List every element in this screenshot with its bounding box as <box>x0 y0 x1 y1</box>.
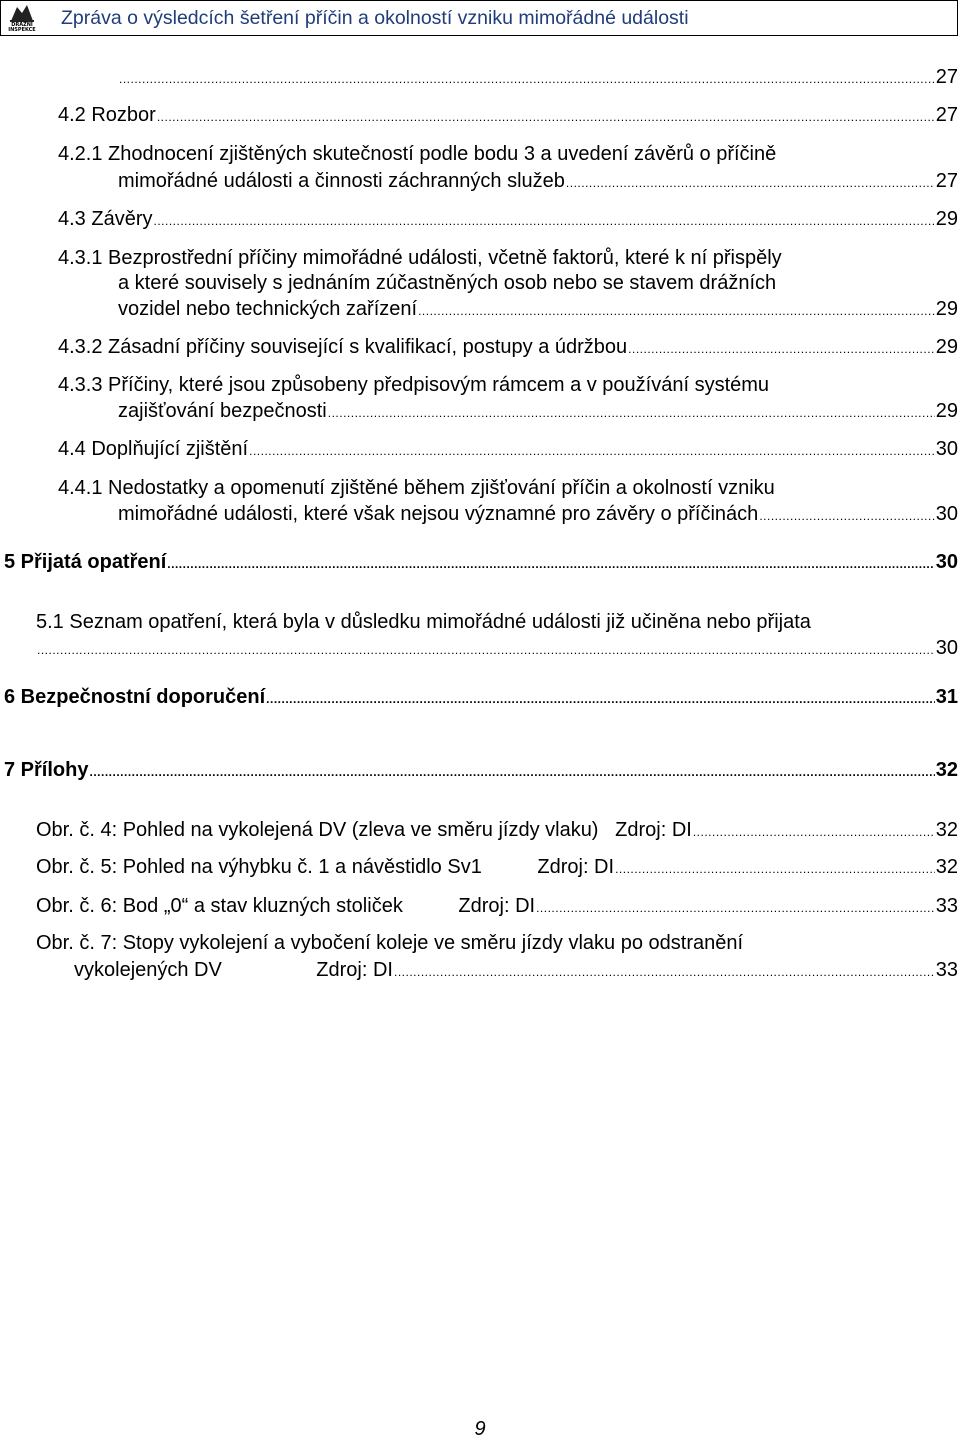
toc-entry-text: 6 Bezpečnostní doporučení <box>4 686 266 708</box>
toc-entry-text: vozidel nebo technických zařízení <box>118 298 418 320</box>
toc-leader <box>266 686 935 712</box>
toc-entry-4-3-1-line2[interactable]: a které souvisely s jednáním zúčastněných osob nebo se stavem drážních <box>118 272 777 294</box>
toc-page-number: 33 <box>935 895 958 917</box>
toc-entry-text: Obr. č. 4: Pohled na vykolejená DV (zleva ve směru jízdy vlaku) Zdroj: DI <box>36 819 692 841</box>
toc-entry-text: 4.2 Rozbor <box>58 104 156 126</box>
toc-entry-5[interactable] <box>4 549 958 575</box>
toc-figure-7-line1[interactable]: Obr. č. 7: Stopy vykolejení a vybočení koleje ve směru jízdy vlaku po odstranění <box>36 932 744 954</box>
toc-entry-4-3-1-line1[interactable]: 4.3.1 Bezprostřední příčiny mimořádné události, včetně faktorů, které k ní přispěly <box>58 247 782 269</box>
toc-entry-4-3-1[interactable] <box>118 296 958 322</box>
toc-entry-4-2-1[interactable] <box>118 168 958 194</box>
toc-leader <box>153 208 934 234</box>
toc-leader <box>89 759 934 785</box>
toc-leader <box>328 400 935 426</box>
toc-page-number: 29 <box>935 298 958 320</box>
toc-entry-4-3-2[interactable] <box>58 334 958 360</box>
toc-figure-4[interactable] <box>36 817 958 843</box>
toc-leader <box>167 551 934 577</box>
toc-figure-5[interactable] <box>36 854 958 880</box>
drazni-inspekce-logo <box>3 3 41 35</box>
toc-page-number: 30 <box>935 438 958 460</box>
toc-page-number: 30 <box>935 503 958 525</box>
toc-entry-text: 5 Přijatá opatření <box>4 551 167 573</box>
toc-entry-text: mimořádné události, které však nejsou významné pro závěry o příčinách <box>118 503 759 525</box>
toc-page-number: 32 <box>935 759 958 781</box>
toc-leader <box>418 298 935 324</box>
toc-entry-5-1[interactable] <box>36 635 958 661</box>
toc-entry-4-4-1-line1[interactable]: 4.4.1 Nedostatky a opomenutí zjištěné během zjišťování příčin a okolností vzniku <box>58 477 775 499</box>
toc-entry-6[interactable] <box>4 684 958 710</box>
toc-entry-text: 4.3 Závěry <box>58 208 153 230</box>
logo-text-bottom: INSPEKCE <box>8 27 36 33</box>
toc-entry-4-4[interactable] <box>58 436 958 462</box>
toc-entry-text: Obr. č. 6: Bod „0“ a stav kluzných stoliček Zdroj: DI <box>36 895 536 917</box>
toc-entry-4-3-3-line1[interactable]: 4.3.3 Příčiny, které jsou způsobeny předpisovým rámcem a v používání systému <box>58 374 770 396</box>
toc-leader <box>249 438 935 464</box>
toc-entry-text: 7 Přílohy <box>4 759 89 781</box>
toc-entry-4-3[interactable] <box>58 206 958 232</box>
toc-entry-text: zajišťování bezpečnosti <box>118 400 327 422</box>
toc-entry-5-1-line1[interactable]: 5.1 Seznam opatření, která byla v důsledku mimořádné události již učiněna nebo přijata <box>36 611 811 633</box>
page-number: 9 <box>474 1418 486 1440</box>
toc-entry-4-2[interactable] <box>58 102 958 128</box>
toc-page-number: 29 <box>935 208 958 230</box>
toc-page-number: 27 <box>935 66 958 88</box>
toc-leader <box>119 66 935 92</box>
toc-leader <box>693 819 935 845</box>
toc-entry-4-4-1[interactable] <box>118 501 958 527</box>
page-header <box>0 0 958 36</box>
toc-page-number: 32 <box>935 856 958 878</box>
toc-page-number: 29 <box>935 400 958 422</box>
toc-page-number: 31 <box>935 686 958 708</box>
toc-leader <box>566 170 935 196</box>
toc-page-number: 30 <box>935 551 958 573</box>
toc-continuation-line[interactable] <box>118 64 958 90</box>
toc-page-number: 29 <box>935 336 958 358</box>
toc-leader <box>615 856 935 882</box>
toc-page-number: 27 <box>935 170 958 192</box>
toc-entry-4-3-3[interactable] <box>118 398 958 424</box>
toc-entry-text: 4.4 Doplňující zjištění <box>58 438 249 460</box>
logo-text-top: DRÁŽNÍ <box>11 22 33 28</box>
toc-leader <box>759 503 934 529</box>
toc-figure-7[interactable] <box>74 957 958 983</box>
toc-entry-4-2-1-line1[interactable]: 4.2.1 Zhodnocení zjištěných skutečností podle bodu 3 a uvedení závěrů o příčině <box>58 143 777 165</box>
toc-page-number: 30 <box>935 637 958 659</box>
toc-entry-text: vykolejených DV Zdroj: DI <box>74 959 393 981</box>
logo-emblem-icon <box>9 3 35 23</box>
toc-leader <box>536 895 935 921</box>
toc-page-number: 32 <box>935 819 958 841</box>
toc-page-number: 33 <box>935 959 958 981</box>
toc-leader <box>157 104 935 130</box>
toc-entry-text: mimořádné události a činnosti záchranných služeb <box>118 170 565 192</box>
toc-leader <box>37 637 935 663</box>
toc-entry-text: Obr. č. 5: Pohled na výhybku č. 1 a návěstidlo Sv1 Zdroj: DI <box>36 856 615 878</box>
toc-entry-7[interactable] <box>4 757 958 783</box>
toc-leader <box>394 959 935 985</box>
toc-page-number: 27 <box>935 104 958 126</box>
toc-leader <box>628 336 935 362</box>
header-title: Zpráva o výsledcích šetření příčin a okolností vzniku mimořádné události <box>61 7 689 29</box>
toc-figure-6[interactable] <box>36 893 958 919</box>
toc-entry-text: 4.3.2 Zásadní příčiny související s kvalifikací, postupy a údržbou <box>58 336 628 358</box>
